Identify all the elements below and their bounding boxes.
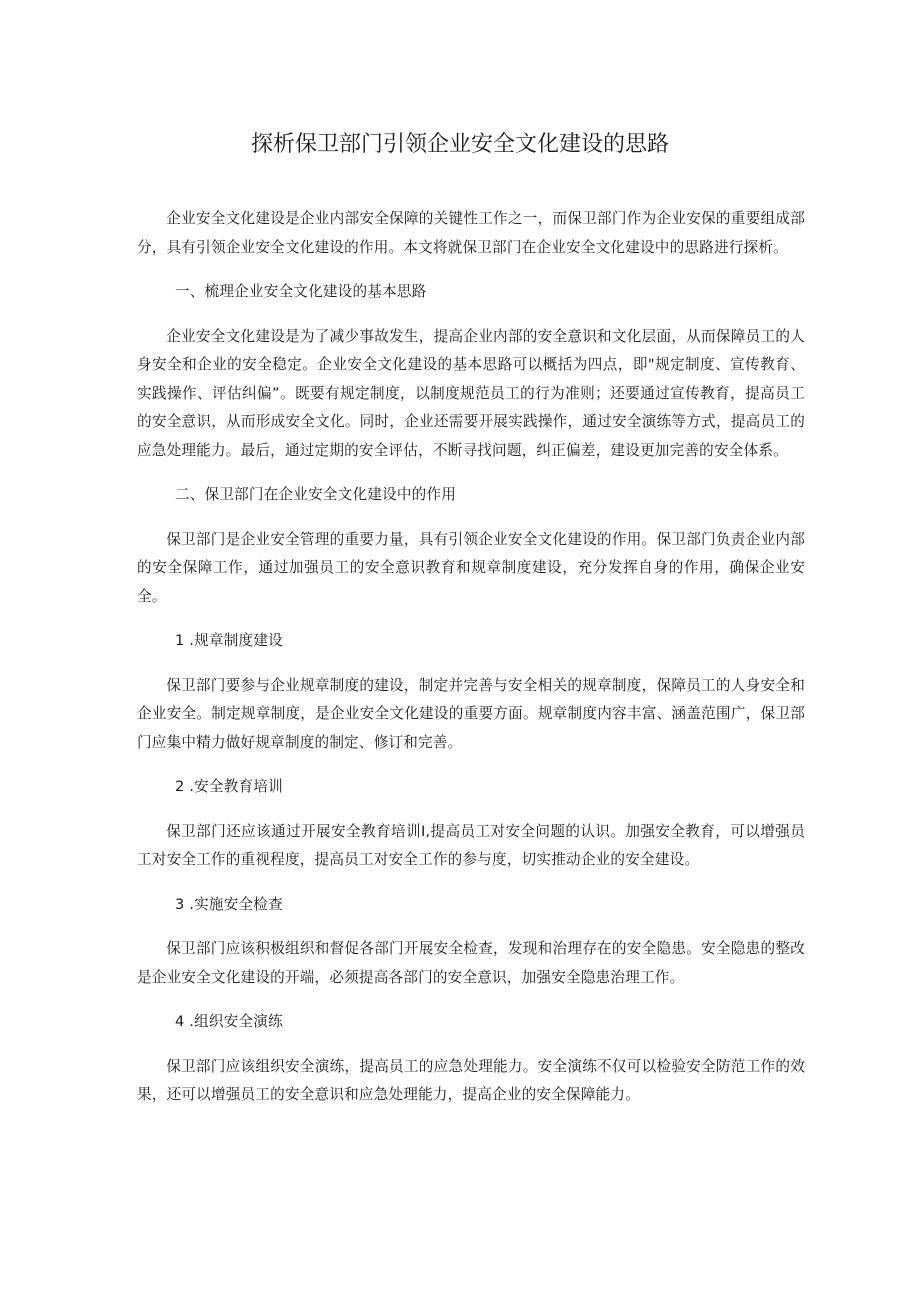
subsection-1-paragraph: 保卫部门要参与企业规章制度的建设，制定并完善与安全相关的规章制度，保障员工的人身安全和企业安全。制定规章制度，是企业安全文化建设的重要方面。规章制度内容丰富、涵盖范围广，保卫部门应集中精力做好规章制度的制定、修订和完善。	[137, 676, 805, 751]
subsection-heading-4: 4 .组织安全演练	[174, 1013, 283, 1030]
document-body	[137, 205, 805, 1126]
section-heading-1: 一、梳理企业安全文化建设的基本思路	[174, 283, 427, 300]
section-1-paragraph: 企业安全文化建设是为了减少事故发生，提高企业内部的安全意识和文化层面，从而保障员工的人身安全和企业的安全稳定。企业安全文化建设的基本思路可以概括为四点，即"规定制度、宣传教育、实践操作、评估纠偏”。既要有规定制度，以制度规范员工的行为准则；还要通过宣传教育，提高员工的安全意识，从而形成安全文化。同时，企业还需要开展实践操作，通过安全演练等方式，提高员工的应急处理能力。最后，通过定期的安全评估，不断寻找问题，纠正偏差，建设更加完善的安全体系。	[137, 327, 805, 459]
subsection-heading-1: 1 .规章制度建设	[174, 632, 283, 649]
subsection-3-paragraph: 保卫部门应该积极组织和督促各部门开展安全检查，发现和治理存在的安全隐患。安全隐患的整改是企业安全文化建设的开端，必须提高各部门的安全意识，加强安全隐患治理工作。	[137, 940, 805, 986]
intro-paragraph: 企业安全文化建设是企业内部安全保障的关键性工作之一，而保卫部门作为企业安保的重要组成部分，具有引领企业安全文化建设的作用。本文将就保卫部门在企业安全文化建设中的思路进行探析。	[137, 210, 805, 256]
section-heading-2: 二、保卫部门在企业安全文化建设中的作用	[174, 486, 457, 503]
subsection-heading-2: 2 .安全教育培训	[174, 778, 283, 795]
subsection-heading-3: 3 .实施安全检查	[174, 895, 283, 913]
document-title: 探析保卫部门引领企业安全文化建设的思路	[250, 132, 669, 157]
subsection-4-paragraph: 保卫部门应该组织安全演练，提高员工的应急处理能力。安全演练不仅可以检验安全防范工作的效果，还可以增强员工的安全意识和应急处理能力，提高企业的安全保障能力。	[137, 1057, 805, 1103]
subsection-2-paragraph: 保卫部门还应该通过开展安全教育培训I,提高员工对安全问题的认识。加强安全教育，可以增强员工对安全工作的重视程度，提高员工对安全工作的参与度，切实推动企业的安全建设。	[137, 822, 805, 868]
section-2-paragraph: 保卫部门是企业安全管理的重要力量，具有引领企业安全文化建设的作用。保卫部门负责企业内部的安全保障工作，通过加强员工的安全意识教育和规章制度建设，充分发挥自身的作用，确保企业安全。	[137, 530, 805, 605]
